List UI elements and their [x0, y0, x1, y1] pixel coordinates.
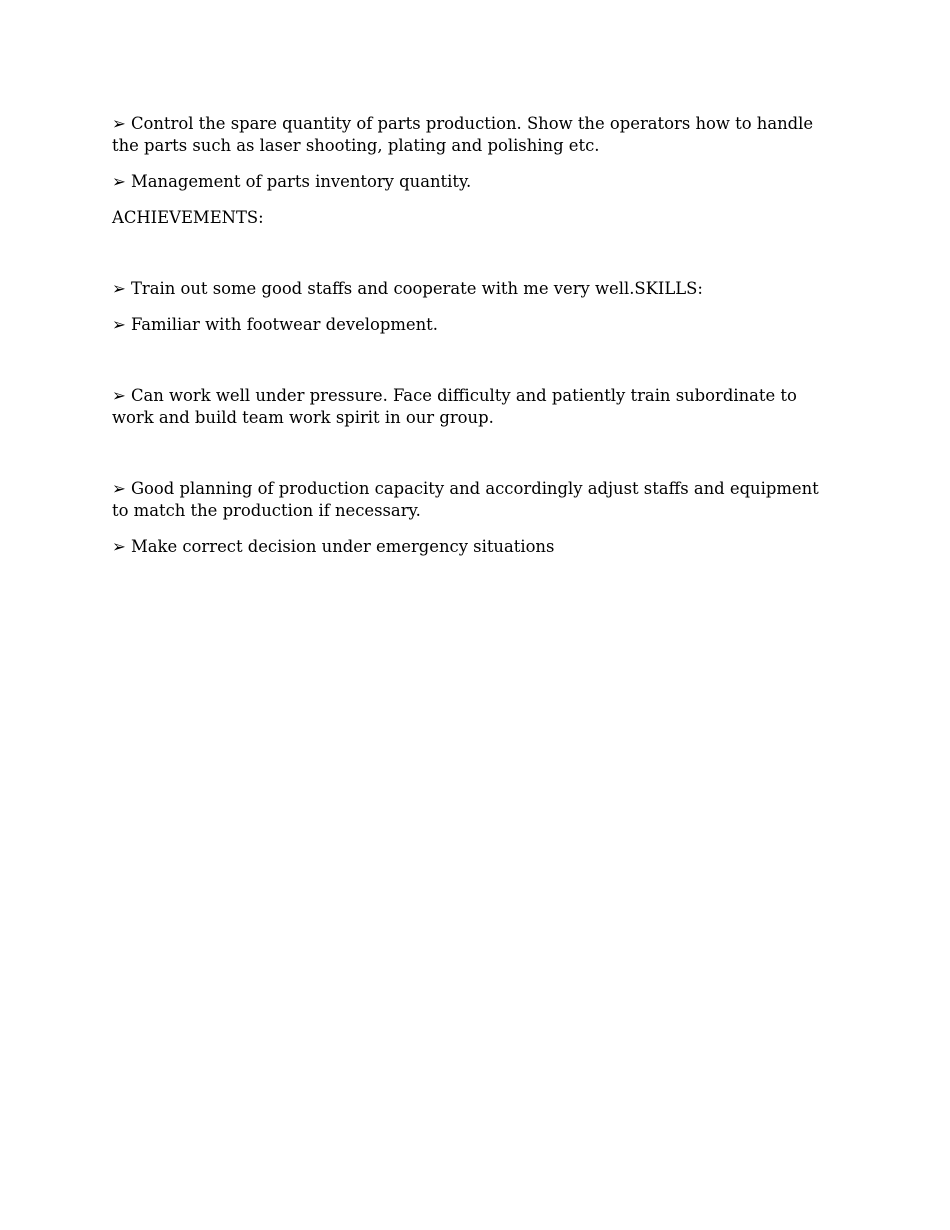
- arrow-bullet-icon: ➢: [112, 114, 126, 133]
- arrow-bullet-icon: ➢: [112, 279, 126, 298]
- paragraph-pressure: [112, 385, 828, 429]
- paragraph-decision: [112, 536, 828, 558]
- arrow-bullet-icon: ➢: [112, 172, 126, 191]
- paragraph-text: Can work well under pressure. Face difficulty and patiently train subordinate to work and build team work spirit in our group.: [112, 386, 797, 427]
- paragraph-inventory: [112, 171, 828, 193]
- arrow-bullet-icon: ➢: [112, 479, 126, 498]
- paragraph-text: Good planning of production capacity and accordingly adjust staffs and equipment to match the production if necessary.: [112, 479, 819, 520]
- paragraph-footwear: [112, 314, 828, 336]
- arrow-bullet-icon: ➢: [112, 315, 126, 334]
- paragraph-spare-quantity: [112, 113, 828, 157]
- paragraph-planning: [112, 478, 828, 522]
- paragraph-text: Train out some good staffs and cooperate with me very well.SKILLS:: [130, 279, 703, 298]
- paragraph-text: Control the spare quantity of parts production. Show the operators how to handle the parts such as laser shooting, plating and polishing etc.: [112, 114, 814, 155]
- arrow-bullet-icon: ➢: [112, 537, 126, 556]
- arrow-bullet-icon: ➢: [112, 386, 126, 405]
- paragraph-text: Familiar with footwear development.: [130, 315, 438, 334]
- heading-text: ACHIEVEMENTS:: [112, 208, 264, 227]
- paragraph-train-staffs: [112, 278, 828, 300]
- document-body: [112, 113, 828, 572]
- section-heading-achievements: [112, 207, 828, 229]
- paragraph-text: Management of parts inventory quantity.: [130, 172, 472, 191]
- paragraph-text: Make correct decision under emergency situations: [130, 537, 555, 556]
